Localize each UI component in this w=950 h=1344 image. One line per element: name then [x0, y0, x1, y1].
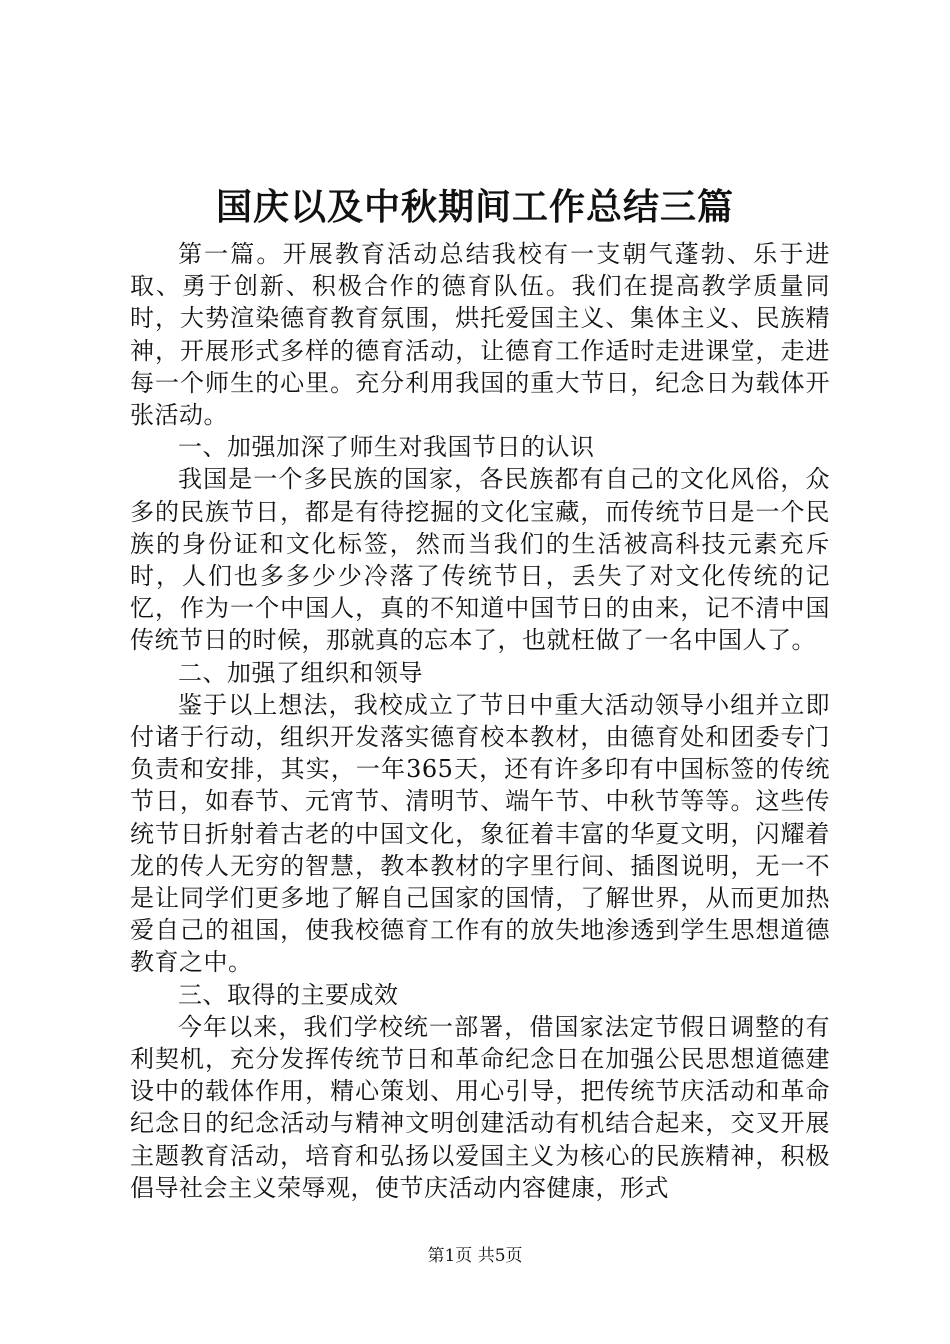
- paragraph-section-3: 今年以来，我们学校统一部署，借国家法定节假日调整的有利契机，充分发挥传统节日和革命纪念日在加强公民思想道德建设中的载体作用，精心策划、用心引导，把传统节庆活动和革命纪念日的纪念活动与精神文明创建活动有机结合起来，交叉开展主题教育活动，培育和弘扬以爱国主义为核心的民族精神，积极倡导社会主义荣辱观，使节庆活动内容健康，形式: [130, 1012, 830, 1202]
- paragraph-section-1: 我国是一个多民族的国家，各民族都有自己的文化风俗，众多的民族节日，都是有待挖掘的文化宝藏，而传统节日是一个民族的身份证和文化标签，然而当我们的生活被高科技元素充斥时，人们也多多少少冷落了传统节日，丢失了对文化传统的记忆，作为一个中国人，真的不知道中国节日的由来，记不清中国传统节日的时候，那就真的忘本了，也就枉做了一名中国人了。: [130, 465, 830, 655]
- paragraph-intro: 第一篇。开展教育活动总结我校有一支朝气蓬勃、乐于进取、勇于创新、积极合作的德育队伍。我们在提高教学质量同时，大势渲染德育教育氛围，烘托爱国主义、集体主义、民族精神，开展形式多样的德育活动，让德育工作适时走进课堂，走进每一个师生的心里。充分利用我国的重大节日，纪念日为载体开张活动。: [130, 240, 830, 430]
- section-heading-3: 三、取得的主要成效: [178, 980, 399, 1009]
- paragraph-section-2: 鉴于以上想法，我校成立了节日中重大活动领导小组并立即付诸于行动，组织开发落实德育校本教材，由德育处和团委专门负责和安排，其实，一年365天，还有许多印有中国标签的传统节日，如春节、元宵节、清明节、端午节、中秋节等等。这些传统节日折射着古老的中国文化，象征着丰富的华夏文明，闪耀着龙的传人无穷的智慧，教本教材的字里行间、插图说明，无一不是让同学们更多地了解自己国家的国情，了解世界，从而更加热爱自己的祖国，使我校德育工作有的放失地渗透到学生思想道德教育之中。: [130, 690, 830, 977]
- document-body: [130, 238, 830, 1204]
- page-footer: 第1页 共5页: [427, 1246, 523, 1266]
- section-heading-1: 一、加强加深了师生对我国节日的认识: [178, 433, 595, 462]
- page-title: 国庆以及中秋期间工作总结三篇: [215, 187, 734, 228]
- section-heading-2: 二、加强了组织和领导: [178, 658, 423, 687]
